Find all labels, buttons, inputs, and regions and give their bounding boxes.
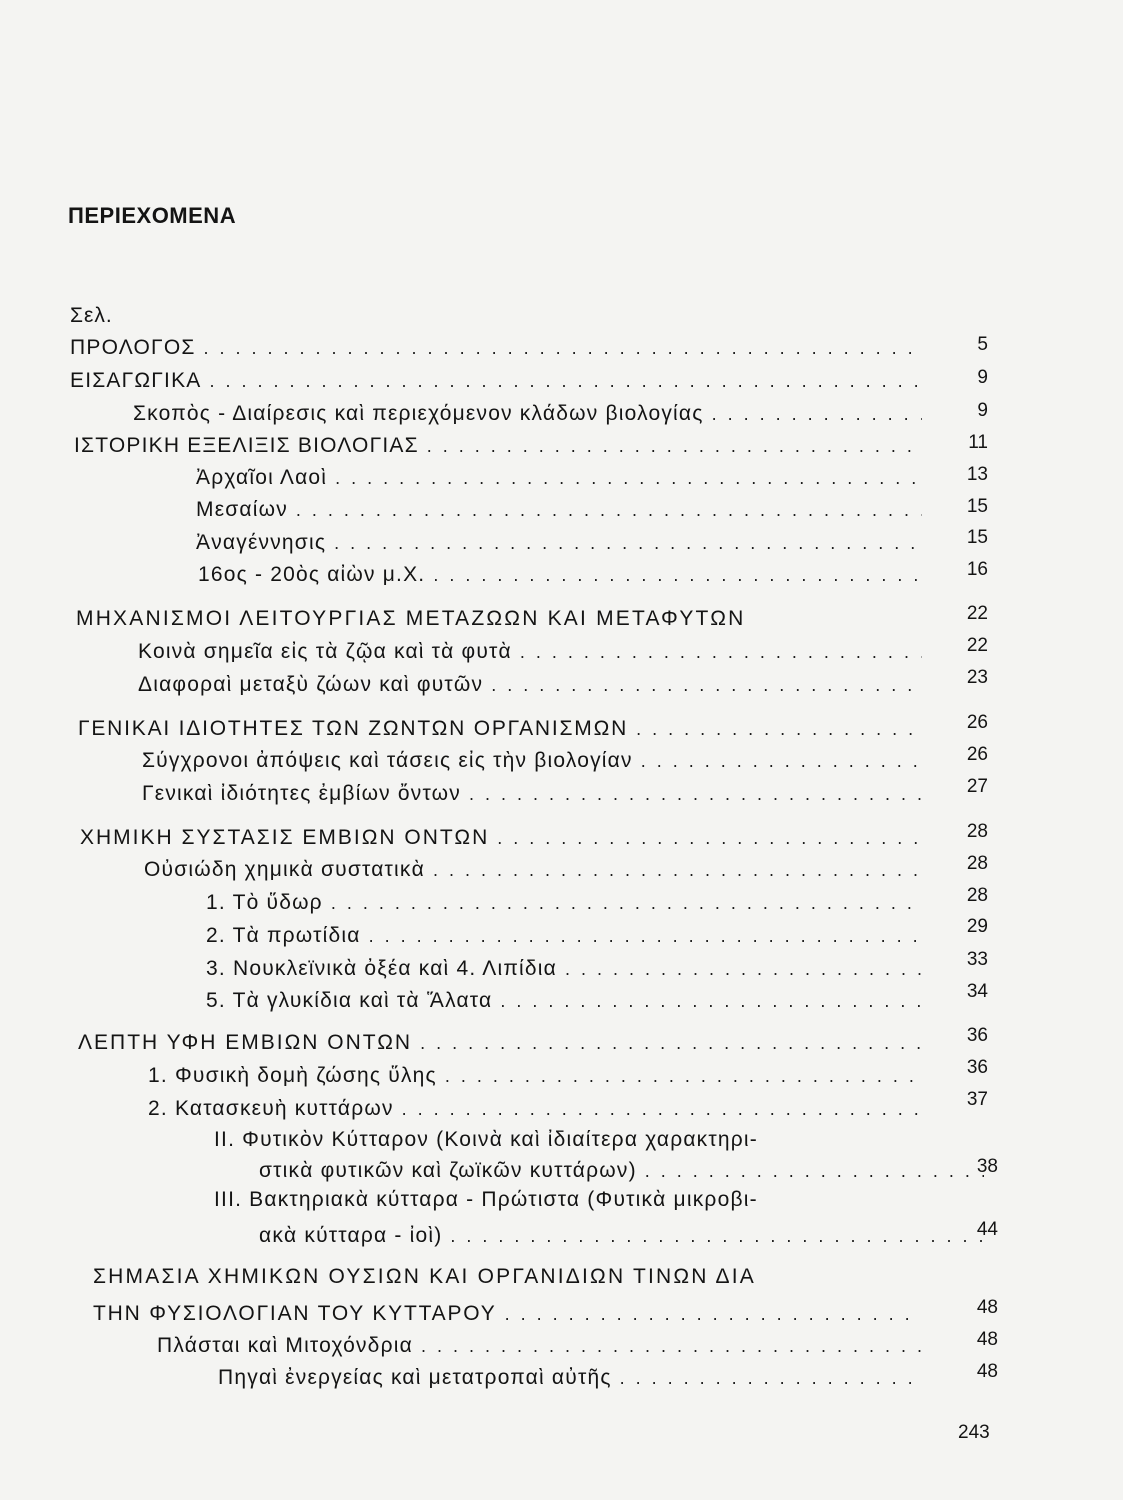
toc-entry-title: ΠΡΟΛΟΓΟΣ: [70, 336, 196, 359]
toc-entry-title: Διαφοραὶ μεταξὺ ζώων καὶ φυτῶν: [138, 673, 484, 696]
toc-entry-page: 26: [966, 712, 988, 733]
toc-entry-title: ΤΗΝ ΦΥΣΙΟΛΟΓΙΑΝ ΤΟΥ ΚΥΤΤΑΡΟΥ: [93, 1302, 497, 1325]
toc-entry-page: 26: [966, 744, 988, 765]
toc-entry: [142, 743, 928, 773]
toc-entry: [157, 1328, 928, 1358]
toc-entry: [206, 983, 928, 1013]
leader-dots: [369, 924, 922, 948]
page-number: 243: [958, 1422, 990, 1443]
toc-entry: [206, 885, 928, 915]
toc-entry: [74, 428, 928, 458]
toc-entry-page: 16: [966, 559, 988, 580]
toc-entry-title: 1. Τὸ ὕδωρ: [206, 891, 323, 914]
toc-entry: [206, 918, 928, 948]
toc-entry: [78, 711, 928, 741]
toc-entry: [80, 820, 928, 850]
toc-entry: [198, 557, 928, 587]
toc-entry: [259, 1153, 990, 1183]
toc-entry-page: 28: [966, 853, 988, 874]
toc-entry-page: 23: [966, 667, 988, 688]
leader-dots: [497, 826, 922, 850]
toc-entry-title: Κοινὰ σημεῖα εἰς τὰ ζῷα καὶ τὰ φυτὰ: [138, 640, 512, 663]
toc-entry-title: Σκοπὸς - Διαίρεσις καὶ περιεχόμενον κλάδων βιολογίας: [133, 402, 704, 425]
toc-entry-title: Οὐσιώδη χημικὰ συστατικὰ: [144, 858, 425, 881]
toc-entry-title: Ἀρχαῖοι Λαοὶ: [196, 466, 328, 489]
toc-entry-page: 48: [976, 1361, 998, 1382]
toc-entry-title: II. Φυτικὸν Κύτταρον (Κοινὰ καὶ ἰδιαίτερα χαρακτηρι-: [214, 1128, 758, 1151]
toc-entry: [259, 1218, 990, 1248]
toc-entry-page: 28: [966, 885, 988, 906]
toc-entry-page: 11: [968, 432, 988, 453]
toc-entry-title: ΛΕΠΤΗ ΥΦΗ ΕΜΒΙΩΝ ΟΝΤΩΝ: [78, 1031, 413, 1054]
leader-dots: [641, 749, 922, 773]
toc-entry-title: στικὰ φυτικῶν καὶ ζωϊκῶν κυττάρων): [259, 1159, 637, 1182]
toc-entry-page: 27: [966, 776, 988, 797]
leader-dots: [445, 1064, 922, 1088]
toc-entry-page: 37: [966, 1089, 988, 1110]
leader-dots: [500, 989, 922, 1013]
toc-entry-title: Ἀναγέννησις: [196, 531, 327, 554]
toc-entry: [133, 396, 928, 426]
toc-entry: [144, 852, 928, 882]
toc-entry: [93, 1296, 928, 1326]
toc-entry-page: 38: [976, 1156, 998, 1177]
leader-dots: [427, 434, 922, 458]
toc-entry-page: 15: [966, 496, 988, 517]
toc-entry: [148, 1058, 928, 1088]
toc-entry: [138, 634, 928, 664]
toc-entry-title: 1. Φυσικὴ δομὴ ζώσης ὕλης: [148, 1064, 437, 1087]
leader-dots: [450, 1224, 984, 1248]
toc-entry-title: ΓΕΝΙΚΑΙ ΙΔΙΟΤΗΤΕΣ ΤΩΝ ΖΩΝΤΩΝ ΟΡΓΑΝΙΣΜΩΝ: [78, 717, 629, 740]
toc-entry: [70, 330, 928, 360]
leader-dots: [565, 957, 922, 981]
page-title: ΠΕΡΙΕΧΟΜΕΝΑ: [68, 203, 237, 228]
leader-dots: [421, 1334, 922, 1358]
leader-dots: [620, 1366, 922, 1390]
toc-entry-title: ΣΗΜΑΣΙΑ ΧΗΜΙΚΩΝ ΟΥΣΙΩΝ ΚΑΙ ΟΡΓΑΝΙΔΙΩΝ ΤΙΝΩΝ ΔΙΑ: [93, 1265, 757, 1288]
toc-entry-title: Πλάσται καὶ Μιτοχόνδρια: [157, 1334, 413, 1357]
toc-entry-title: ΧΗΜΙΚΗ ΣΥΣΤΑΣΙΣ ΕΜΒΙΩΝ ΟΝΤΩΝ: [80, 826, 490, 849]
leader-dots: [334, 531, 922, 555]
toc-entry: [196, 460, 928, 490]
leader-dots: [204, 336, 922, 360]
toc-entry-page: 22: [966, 635, 988, 656]
toc-entry-page: 44: [976, 1219, 998, 1240]
toc-entry: [142, 776, 928, 806]
toc-entry-title: ακὰ κύτταρα - ἰοὶ): [259, 1224, 443, 1247]
toc-entry-title: III. Βακτηριακὰ κύτταρα - Πρώτιστα (Φυτικὰ μικροβι-: [214, 1188, 758, 1211]
toc-entry-page: 33: [966, 949, 988, 970]
leader-dots: [335, 466, 922, 490]
toc-entry-page: 36: [966, 1057, 988, 1078]
toc-entry-title: ΕΙΣΑΓΩΓΙΚΑ: [70, 369, 202, 392]
toc-entry-page: 15: [966, 527, 988, 548]
toc-entry-page: 34: [966, 981, 988, 1002]
toc-entry: [138, 667, 928, 697]
leader-dots: [402, 1097, 922, 1121]
toc-entry-page: 29: [966, 916, 988, 937]
toc-entry-page: 9: [977, 400, 988, 421]
leader-dots: [296, 498, 922, 522]
toc-entry: [206, 951, 928, 981]
toc-entry: [78, 1025, 928, 1055]
leader-dots: [636, 717, 922, 741]
leader-dots: [210, 369, 922, 393]
toc-entry-page: 5: [977, 334, 988, 355]
leader-dots: [712, 402, 922, 426]
leader-dots: [505, 1302, 922, 1326]
toc-entry-page: 22: [966, 603, 988, 624]
toc-entry-title: Πηγαὶ ἐνεργείας καὶ μετατροπαὶ αὐτῆς: [218, 1366, 612, 1389]
leader-dots: [491, 673, 922, 697]
toc-entry-title: Μεσαίων: [196, 498, 288, 521]
toc-entry-title: ΙΣΤΟΡΙΚΗ ΕΞΕΛΙΞΙΣ ΒΙΟΛΟΓΙΑΣ: [74, 434, 419, 457]
toc-entry: [148, 1091, 928, 1121]
leader-dots: [331, 891, 922, 915]
toc-entry-title: Γενικαὶ ἰδιότητες ἐμβίων ὄντων: [142, 782, 461, 805]
toc-entry: [70, 363, 928, 393]
page-column-label: Σελ.: [70, 304, 113, 327]
toc-entry-page: 28: [966, 821, 988, 842]
toc-entry-page: 13: [966, 464, 988, 485]
toc-entry-page: 48: [976, 1329, 998, 1350]
toc-entry-title: ΜΗΧΑΝΙΣΜΟΙ ΛΕΙΤΟΥΡΓΙΑΣ ΜΕΤΑΖΩΩΝ ΚΑΙ ΜΕΤΑΦΥΤΩΝ: [76, 607, 746, 630]
toc-entry-title: Σύγχρονοι ἀπόψεις καὶ τάσεις εἰς τὴν βιολογίαν: [142, 749, 633, 772]
leader-dots: [469, 782, 922, 806]
leader-dots: [420, 1031, 922, 1055]
toc-entry-title: 5. Τὰ γλυκίδια καὶ τὰ Ἅλατα: [206, 989, 493, 1012]
toc-entry: [196, 492, 928, 522]
toc-entry-page: 48: [976, 1297, 998, 1318]
leader-dots: [433, 858, 922, 882]
toc-entry-title: 2. Κατασκευὴ κυττάρων: [148, 1097, 394, 1120]
toc-entry-title: 3. Νουκλεϊνικὰ ὀξέα καὶ 4. Λιπίδια: [206, 957, 557, 980]
toc-entry-page: 36: [966, 1025, 988, 1046]
toc-entry-title: 2. Τὰ πρωτίδια: [206, 924, 361, 947]
leader-dots: [433, 563, 922, 587]
leader-dots: [520, 640, 922, 664]
toc-entry: [218, 1360, 928, 1390]
toc-entry: [76, 601, 928, 631]
toc-entry-page: 9: [977, 367, 988, 388]
toc-entry-title: 16ος - 20ὸς αἰὼν μ.Χ.: [198, 563, 426, 586]
toc-entry: [196, 525, 928, 555]
